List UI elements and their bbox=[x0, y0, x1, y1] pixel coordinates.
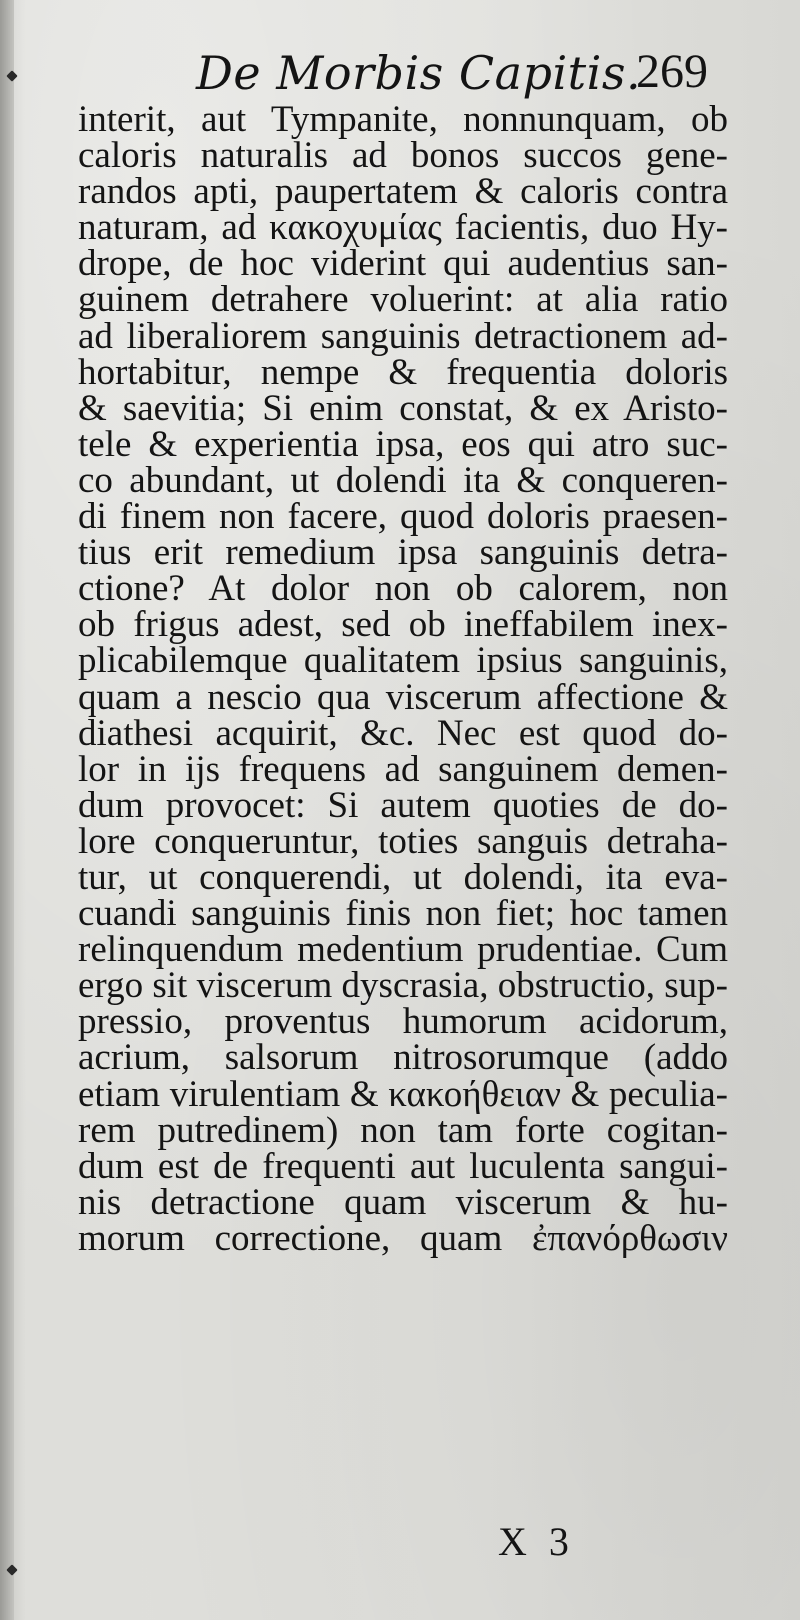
body-text bbox=[78, 99, 728, 1259]
text-line: quam a nescio qua viscerum affectione & bbox=[78, 676, 728, 718]
page-footer bbox=[0, 1518, 800, 1578]
text-line: rem putredinem) non tam forte cogitan- bbox=[78, 1109, 728, 1151]
text-line: acrium, salsorum nitrosorumque (addo bbox=[78, 1037, 728, 1079]
text-line: lor in ijs frequens ad sanguinem demen- bbox=[78, 748, 728, 790]
page-number: 269 bbox=[636, 45, 708, 98]
signature-mark: X 3 bbox=[498, 1519, 575, 1564]
text-line: interit, aut Tympanite, nonnunquam, ob bbox=[78, 99, 728, 140]
text-line: ob frigus adest, sed ob ineffabilem inex- bbox=[78, 604, 728, 646]
text-line: lore conqueruntur, toties sanguis detraha- bbox=[78, 820, 728, 862]
binding-edge bbox=[0, 0, 14, 1620]
text-line: dum est de frequenti aut luculenta sangui- bbox=[78, 1145, 728, 1187]
text-line: tur, ut conquerendi, ut dolendi, ita eva- bbox=[78, 856, 728, 898]
text-line: diathesi acquirit, &c. Nec est quod do- bbox=[78, 712, 728, 754]
page-header bbox=[0, 38, 800, 108]
text-line: dum provocet: Si autem quoties de do- bbox=[78, 784, 728, 826]
text-line: relinquendum medentium prudentiae. Cum bbox=[78, 929, 728, 971]
text-line: ctione? At dolor non ob calorem, non bbox=[78, 568, 728, 610]
text-line: drope, de hoc viderint qui audentius san- bbox=[78, 243, 728, 285]
text-line: ergo sit viscerum dyscrasia, obstructio, sup- bbox=[78, 965, 728, 1007]
text-line: co abundant, ut dolendi ita & conqueren- bbox=[78, 459, 728, 501]
text-line: etiam virulentiam & κακοήθειαν & peculia- bbox=[78, 1073, 728, 1115]
text-line: randos apti, paupertatem & caloris contra bbox=[78, 171, 728, 213]
text-line: plicabilemque qualitatem ipsius sanguinis, bbox=[78, 640, 728, 682]
text-line: naturam, ad κακοχυμίας facientis, duo Hy- bbox=[78, 207, 728, 249]
text-line: guinem detrahere voluerint: at alia ratio bbox=[78, 279, 728, 321]
text-line: tele & experientia ipsa, eos qui atro suc- bbox=[78, 423, 728, 465]
text-line: caloris naturalis ad bonos succos gene- bbox=[78, 135, 728, 177]
text-line: nis detractione quam viscerum & hu- bbox=[78, 1181, 728, 1223]
running-title: De Morbis Capitis. bbox=[196, 46, 642, 100]
text-line: hortabitur, nempe & frequentia doloris bbox=[78, 351, 728, 393]
text-line: & saevitia; Si enim constat, & ex Aristo- bbox=[78, 387, 728, 429]
text-line: cuandi sanguinis finis non fiet; hoc tamen bbox=[78, 893, 728, 935]
text-line: pressio, proventus humorum acidorum, bbox=[78, 1001, 728, 1043]
text-line: ad liberaliorem sanguinis detractionem ad- bbox=[78, 315, 728, 357]
text-line: tius erit remedium ipsa sanguinis detra- bbox=[78, 532, 728, 574]
text-line: di finem non facere, quod doloris praesen- bbox=[78, 496, 728, 538]
text-line: morum correctione, quam ἐπανόρθωσιν bbox=[78, 1217, 728, 1259]
